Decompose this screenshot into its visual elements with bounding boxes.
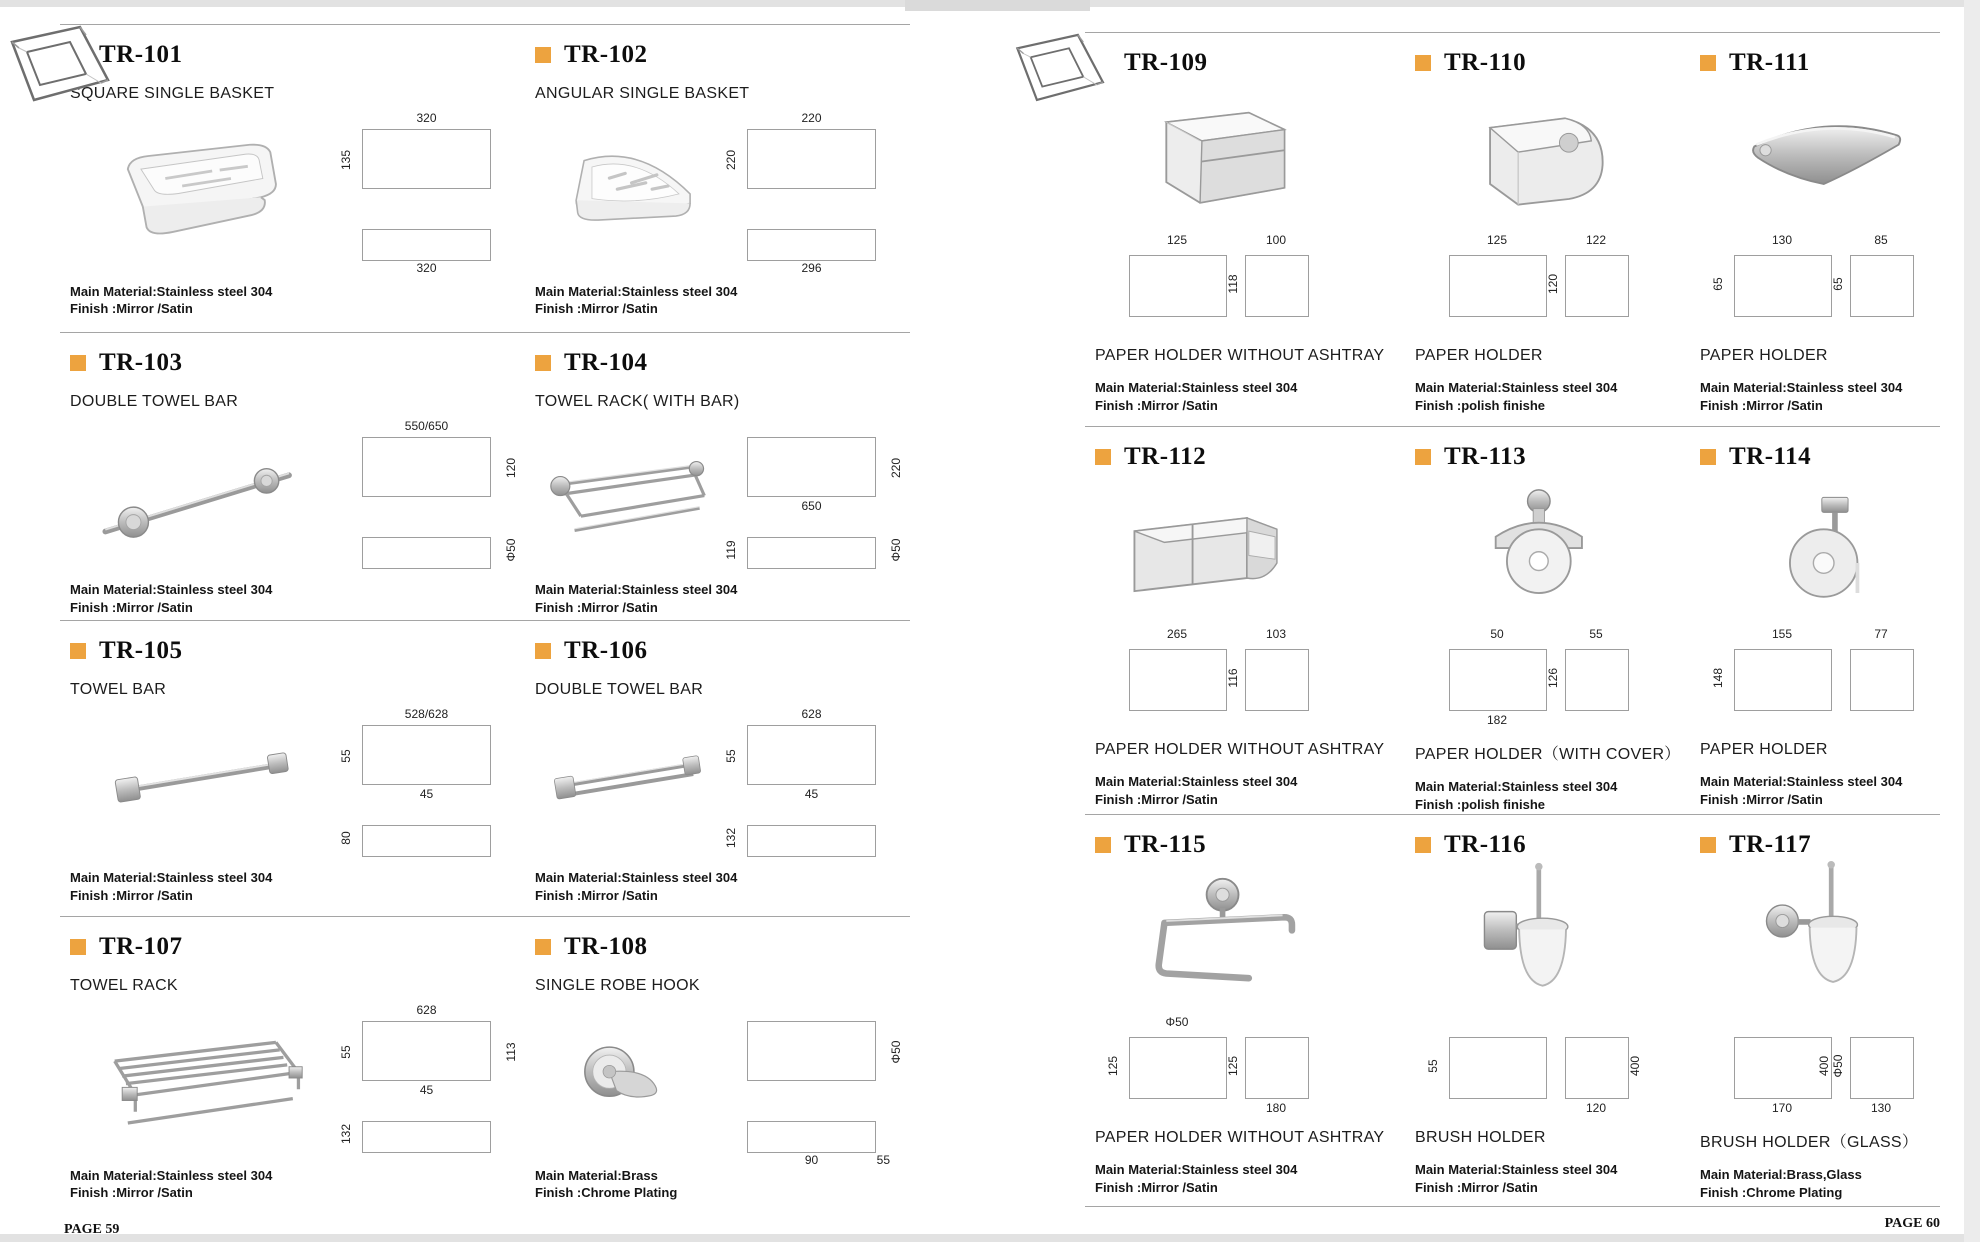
material-line: Main Material:Brass <box>535 1167 658 1183</box>
material-line: Main Material:Stainless steel 304 <box>535 870 738 885</box>
product-bullet <box>535 939 551 955</box>
dimension-label: 220 <box>801 111 822 125</box>
scan-edge-middle <box>905 0 1090 11</box>
dim-sketch-box <box>747 437 876 497</box>
product-bullet <box>1095 837 1111 853</box>
material-line: Main Material:Stainless steel 304 <box>1415 1162 1618 1177</box>
dimension-label: Φ50 <box>889 538 903 562</box>
product-bullet <box>1700 837 1716 853</box>
dimension-label: 122 <box>1585 233 1607 247</box>
dimension-label: 85 <box>1874 233 1888 247</box>
brand-logo <box>6 22 116 104</box>
dimension-label: 118 <box>1226 274 1240 294</box>
product-materials <box>535 283 902 318</box>
product-name: PAPER HOLDER WITHOUT ASHTRAY <box>1095 741 1385 758</box>
dimension-label: Φ50 <box>1165 1015 1189 1029</box>
dim-sketch-box <box>362 537 491 569</box>
product-header <box>535 637 902 665</box>
dimension-label: 130 <box>1870 1101 1892 1115</box>
product-cell <box>525 620 910 916</box>
dim-sketch-box <box>1565 649 1629 711</box>
product-cell <box>525 24 910 332</box>
scan-edge-right <box>1964 0 1980 1242</box>
dimension-label: Φ50 <box>1831 1054 1845 1078</box>
finish-line: Finish :Mirror /Satin <box>1700 791 1823 807</box>
product-code: TR-101 <box>99 41 183 68</box>
dim-diagram <box>1700 629 1932 741</box>
product-figure <box>535 419 717 569</box>
dimension-label: 125 <box>1226 1055 1240 1077</box>
dim-sketch-box <box>362 825 491 857</box>
dim-sketch-box <box>1129 649 1227 711</box>
dimension-label: 116 <box>1226 668 1240 688</box>
dim-sketch-box <box>362 129 491 189</box>
product-figure <box>1095 79 1397 229</box>
dim-sketch-box <box>1245 649 1309 711</box>
dimension-label: 55 <box>339 1045 353 1059</box>
dimension-label: 65 <box>1711 277 1725 291</box>
product-header <box>1700 443 1932 471</box>
finish-line: Finish :polish finishe <box>1415 796 1545 812</box>
catalog-page-right <box>1085 32 1940 1207</box>
material-line: Main Material:Stainless steel 304 <box>70 1167 273 1183</box>
material-line: Main Material:Stainless steel 304 <box>1095 774 1298 789</box>
dimension-label: 148 <box>1711 667 1725 689</box>
product-name: DOUBLE TOWEL BAR <box>70 393 239 410</box>
dimension-label: 113 <box>504 1042 518 1062</box>
product-header <box>70 933 517 961</box>
product-header <box>70 637 517 665</box>
dimension-label: Φ50 <box>889 1040 903 1064</box>
dimension-label: 132 <box>339 1123 353 1145</box>
dim-diagram <box>1415 1017 1647 1129</box>
dimension-label: 65 <box>1831 277 1845 291</box>
product-body <box>70 111 517 273</box>
dim-sketch-box <box>747 537 876 569</box>
product-name: BRUSH HOLDER <box>1415 1129 1546 1146</box>
product-code: TR-107 <box>99 933 183 960</box>
material-line: Main Material:Stainless steel 304 <box>70 582 273 597</box>
product-materials <box>1415 379 1682 414</box>
product-header <box>1700 831 1932 859</box>
dimension-label: 55 <box>1589 627 1603 641</box>
dim-sketch-box <box>1850 1037 1914 1099</box>
product-name: TOWEL RACK( WITH BAR) <box>535 393 740 410</box>
product-code: TR-106 <box>564 637 648 664</box>
dimension-label: 55 <box>724 749 738 763</box>
dim-sketch-box <box>747 229 876 261</box>
product-figure <box>70 1003 332 1153</box>
product-body <box>70 419 517 581</box>
dimension-label: 220 <box>724 149 738 171</box>
product-figure <box>535 111 717 261</box>
dimension-label: 126 <box>1546 667 1560 689</box>
product-header <box>535 349 902 377</box>
product-bullet <box>535 47 551 63</box>
finish-line: Finish :Mirror /Satin <box>70 599 193 615</box>
dim-sketch-box <box>1245 1037 1309 1099</box>
dim-sketch-box <box>747 1121 876 1153</box>
dim-diagram <box>717 707 902 869</box>
product-bullet <box>1415 55 1431 71</box>
product-figure <box>1415 861 1682 1011</box>
finish-line: Finish :Mirror /Satin <box>70 1185 193 1201</box>
product-code: TR-103 <box>99 349 183 376</box>
page-footer: PAGE 60 <box>1884 1216 1940 1231</box>
product-figure <box>535 707 717 857</box>
product-header <box>70 41 517 69</box>
dim-sketch-box <box>362 725 491 785</box>
dimension-label: 120 <box>504 457 518 479</box>
material-line: Main Material:Brass,Glass <box>1700 1167 1862 1182</box>
material-line: Main Material:Stainless steel 304 <box>1415 779 1618 794</box>
product-figure <box>1700 473 1932 623</box>
product-cell <box>60 24 525 332</box>
dim-sketch-box <box>747 825 876 857</box>
product-bullet <box>535 643 551 659</box>
product-figure <box>1415 473 1682 623</box>
product-materials <box>1095 773 1397 808</box>
product-header <box>1415 49 1682 77</box>
dim-diagram <box>332 111 517 273</box>
dimension-label: 180 <box>1265 1101 1287 1115</box>
dim-sketch-box <box>1850 649 1914 711</box>
product-materials <box>1700 379 1932 414</box>
dimension-label: 182 <box>1486 713 1508 727</box>
product-cell <box>1085 32 1405 426</box>
dim-diagram <box>717 111 902 273</box>
product-materials <box>535 1167 902 1202</box>
finish-line: Finish :Mirror /Satin <box>70 887 193 903</box>
product-code: TR-104 <box>564 349 648 376</box>
product-code: TR-113 <box>1444 443 1527 470</box>
material-line: Main Material:Stainless steel 304 <box>1700 774 1903 789</box>
product-name: BRUSH HOLDER（GLASS） <box>1700 1134 1919 1151</box>
product-bullet <box>1415 449 1431 465</box>
product-materials <box>1700 1166 1932 1201</box>
dimension-label: 135 <box>339 149 353 171</box>
product-bullet <box>70 355 86 371</box>
dimension-label: 55 <box>339 749 353 763</box>
scan-edge-bottom <box>0 1234 1980 1242</box>
product-cell <box>1690 814 1940 1206</box>
dim-sketch-box <box>1850 255 1914 317</box>
product-header <box>1095 49 1397 77</box>
dimension-label: 45 <box>419 787 434 801</box>
product-name: PAPER HOLDER <box>1415 347 1543 364</box>
product-header <box>535 933 902 961</box>
finish-line: Finish :Chrome Plating <box>535 1185 678 1201</box>
product-cell <box>60 620 525 916</box>
dim-sketch-box <box>1449 649 1547 711</box>
dim-sketch-box <box>362 437 491 497</box>
product-bullet <box>1415 837 1431 853</box>
product-name: TOWEL RACK <box>70 977 178 994</box>
product-cell <box>1405 814 1690 1206</box>
dimension-label: 400 <box>1817 1055 1831 1077</box>
dimension-label: Φ50 <box>504 538 518 562</box>
dim-diagram <box>1095 235 1327 347</box>
material-line: Main Material:Stainless steel 304 <box>1095 1162 1298 1177</box>
finish-line: Finish :Mirror /Satin <box>70 301 193 317</box>
product-code: TR-115 <box>1124 831 1207 858</box>
product-bullet <box>535 355 551 371</box>
product-bullet <box>1700 55 1716 71</box>
product-header <box>1415 443 1682 471</box>
product-code: TR-108 <box>564 933 648 960</box>
dimension-label: 80 <box>339 831 353 845</box>
dim-diagram <box>1415 629 1647 741</box>
finish-line: Finish :polish finishe <box>1415 397 1545 413</box>
product-materials <box>1700 773 1932 808</box>
product-body <box>535 419 902 581</box>
product-materials <box>1095 379 1397 414</box>
dim-sketch-box <box>1565 1037 1629 1099</box>
product-figure <box>1095 473 1397 623</box>
dim-diagram <box>1415 235 1647 347</box>
product-materials <box>70 869 517 904</box>
material-line: Main Material:Stainless steel 304 <box>70 283 273 299</box>
product-header <box>1095 831 1397 859</box>
product-code: TR-112 <box>1124 443 1207 470</box>
product-bullet <box>70 939 86 955</box>
dimension-label: 400 <box>1628 1055 1642 1077</box>
dimension-label: 45 <box>419 1083 434 1097</box>
product-materials <box>1095 1161 1397 1196</box>
product-name: PAPER HOLDER（WITH COVER） <box>1415 746 1681 763</box>
dimension-label: 119 <box>724 540 738 560</box>
dim-sketch-box <box>362 229 491 261</box>
product-code: TR-110 <box>1444 49 1527 76</box>
finish-line: Finish :Mirror /Satin <box>1415 1179 1538 1195</box>
material-line: Main Material:Stainless steel 304 <box>535 582 738 597</box>
dim-sketch-box <box>1734 255 1832 317</box>
product-materials <box>70 1167 517 1202</box>
dim-diagram <box>332 707 517 869</box>
product-body <box>70 707 517 869</box>
material-line: Main Material:Stainless steel 304 <box>535 283 738 299</box>
product-cell <box>525 332 910 620</box>
product-materials <box>1415 1161 1682 1196</box>
product-cell <box>525 916 910 1216</box>
dimension-label: 320 <box>416 261 437 275</box>
finish-line: Finish :Mirror /Satin <box>1095 791 1218 807</box>
product-materials <box>535 869 902 904</box>
product-name: PAPER HOLDER WITHOUT ASHTRAY <box>1095 347 1385 364</box>
dim-sketch-box <box>747 725 876 785</box>
dim-diagram <box>332 419 517 581</box>
catalog-page-left <box>60 24 910 1216</box>
dimension-label: 45 <box>804 787 819 801</box>
product-bullet <box>1700 449 1716 465</box>
product-code: TR-114 <box>1729 443 1812 470</box>
dim-sketch-box <box>362 1121 491 1153</box>
dimension-label: 550/650 <box>404 419 449 433</box>
product-materials <box>1415 778 1682 813</box>
finish-line: Finish :Mirror /Satin <box>1095 397 1218 413</box>
product-figure <box>1415 79 1682 229</box>
material-line: Main Material:Stainless steel 304 <box>70 870 273 885</box>
dimension-label: 220 <box>889 457 903 479</box>
product-name: TOWEL BAR <box>70 681 167 698</box>
product-code: TR-102 <box>564 41 648 68</box>
product-code: TR-116 <box>1444 831 1527 858</box>
product-cell <box>60 916 525 1216</box>
dim-sketch-box <box>1565 255 1629 317</box>
dim-sketch-box <box>1129 255 1227 317</box>
dim-sketch-box <box>1449 255 1547 317</box>
dimension-label: 320 <box>416 111 437 125</box>
product-header <box>535 41 902 69</box>
dimension-label: 50 <box>1490 627 1504 641</box>
dim-diagram <box>1700 1017 1932 1129</box>
dimension-label: 100 <box>1265 233 1287 247</box>
product-figure <box>1700 79 1932 229</box>
dimension-label: 120 <box>1585 1101 1607 1115</box>
product-bullet <box>70 643 86 659</box>
product-body <box>535 1003 902 1165</box>
product-name: PAPER HOLDER <box>1700 347 1828 364</box>
product-cell <box>1690 32 1940 426</box>
product-header <box>1095 443 1397 471</box>
dimension-label: 650 <box>801 499 822 513</box>
product-body <box>535 111 902 273</box>
product-name: ANGULAR SINGLE BASKET <box>535 85 750 102</box>
product-header <box>70 349 517 377</box>
dimension-label: 125 <box>1166 233 1188 247</box>
product-body <box>535 707 902 869</box>
product-cell <box>1085 814 1405 1206</box>
product-cell <box>1405 426 1690 814</box>
finish-line: Finish :Mirror /Satin <box>535 599 658 615</box>
product-header <box>1415 831 1682 859</box>
dimension-label: 55 <box>876 1153 890 1167</box>
product-cell <box>1690 426 1940 814</box>
dim-sketch-box <box>747 129 876 189</box>
dim-sketch-box <box>747 1021 876 1081</box>
dimension-label: 296 <box>801 261 822 275</box>
dim-diagram <box>717 1003 902 1165</box>
dim-sketch-box <box>1129 1037 1227 1099</box>
finish-line: Finish :Mirror /Satin <box>1095 1179 1218 1195</box>
product-figure <box>1700 861 1932 1011</box>
product-code: TR-109 <box>1124 49 1208 76</box>
dimension-label: 90 <box>804 1153 819 1167</box>
product-name: SQUARE SINGLE BASKET <box>70 85 275 102</box>
product-materials <box>535 581 902 616</box>
finish-line: Finish :Mirror /Satin <box>535 301 658 317</box>
dimension-label: 55 <box>1426 1059 1440 1073</box>
product-bullet <box>1095 449 1111 465</box>
material-line: Main Material:Stainless steel 304 <box>1415 380 1618 395</box>
product-name: PAPER HOLDER <box>1700 741 1828 758</box>
product-code: TR-111 <box>1729 49 1810 76</box>
finish-line: Finish :Chrome Plating <box>1700 1184 1843 1200</box>
product-figure <box>1095 861 1397 1011</box>
product-figure <box>70 111 332 261</box>
finish-line: Finish :Mirror /Satin <box>1700 397 1823 413</box>
product-code: TR-117 <box>1729 831 1812 858</box>
material-line: Main Material:Stainless steel 304 <box>1095 380 1298 395</box>
dim-sketch-box <box>1245 255 1309 317</box>
dimension-label: 628 <box>801 707 822 721</box>
dimension-label: 528/628 <box>404 707 449 721</box>
page-footer: PAGE 59 <box>64 1222 120 1237</box>
product-materials <box>70 283 517 318</box>
dimension-label: 628 <box>416 1003 437 1017</box>
product-figure <box>535 1003 717 1153</box>
dim-diagram <box>1095 1017 1327 1129</box>
dim-diagram <box>1700 235 1932 347</box>
product-name: SINGLE ROBE HOOK <box>535 977 700 994</box>
product-cell <box>1085 426 1405 814</box>
dim-diagram <box>717 419 902 581</box>
brand-logo <box>1012 30 1110 104</box>
product-figure <box>70 419 332 569</box>
dimension-label: 103 <box>1265 627 1287 641</box>
dimension-label: 155 <box>1771 627 1793 641</box>
dim-sketch-box <box>1734 649 1832 711</box>
dim-sketch-box <box>1449 1037 1547 1099</box>
dimension-label: 125 <box>1486 233 1508 247</box>
material-line: Main Material:Stainless steel 304 <box>1700 380 1903 395</box>
product-name: PAPER HOLDER WITHOUT ASHTRAY <box>1095 1129 1385 1146</box>
dimension-label: 125 <box>1106 1055 1120 1077</box>
product-code: TR-105 <box>99 637 183 664</box>
product-header <box>1700 49 1932 77</box>
product-body <box>70 1003 517 1165</box>
dim-diagram <box>332 1003 517 1165</box>
dimension-label: 132 <box>724 827 738 849</box>
product-materials <box>70 581 517 616</box>
dimension-label: 170 <box>1771 1101 1793 1115</box>
dim-sketch-box <box>362 1021 491 1081</box>
dimension-label: 120 <box>1546 273 1560 295</box>
finish-line: Finish :Mirror /Satin <box>535 887 658 903</box>
dimension-label: 77 <box>1874 627 1888 641</box>
product-cell <box>60 332 525 620</box>
dim-diagram <box>1095 629 1327 741</box>
product-figure <box>70 707 332 857</box>
dimension-label: 265 <box>1166 627 1188 641</box>
product-cell <box>1405 32 1690 426</box>
product-name: DOUBLE TOWEL BAR <box>535 681 704 698</box>
dimension-label: 130 <box>1771 233 1793 247</box>
